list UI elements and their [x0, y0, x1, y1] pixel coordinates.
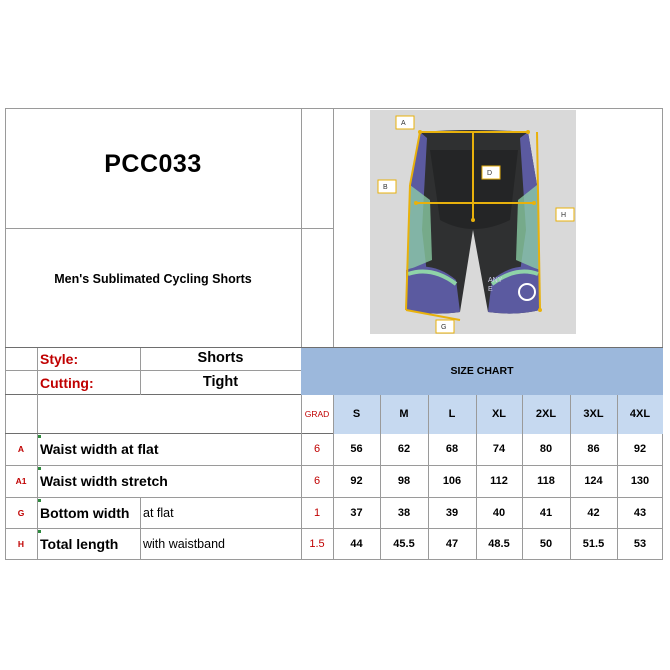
- size-value-s: 56: [350, 443, 363, 455]
- size-header-m: M: [380, 395, 428, 434]
- size-value-4xl: 53: [633, 538, 647, 550]
- size-value-4xl: 92: [633, 443, 647, 455]
- size-value-2xl: 50: [539, 538, 553, 550]
- size-value-m: 62: [397, 443, 411, 455]
- row-code: G: [17, 508, 25, 518]
- cell-marker: [38, 499, 41, 502]
- cell-marker: [38, 435, 41, 438]
- size-value-3xl: 86: [587, 443, 600, 455]
- svg-text:B: B: [383, 184, 388, 191]
- size-value-3xl: 51.5: [582, 538, 605, 550]
- size-value-s: 92: [350, 475, 363, 487]
- size-header-4xl: 4XL: [617, 395, 663, 434]
- row-grad: 1: [313, 507, 321, 519]
- svg-text:ANY: ANY: [488, 277, 503, 284]
- product-code: PCC033: [104, 150, 202, 178]
- style-value: Shorts: [197, 350, 244, 366]
- row-grad: 1.5: [309, 538, 325, 550]
- size-value-s: 44: [350, 538, 363, 550]
- row-note: with waistband: [143, 537, 225, 551]
- size-value-m: 98: [397, 475, 411, 487]
- shorts-illustration: [370, 110, 576, 334]
- svg-text:A: A: [401, 120, 406, 127]
- size-value-l: 47: [445, 538, 459, 550]
- size-value-2xl: 41: [539, 507, 553, 519]
- row-note: at flat: [143, 506, 174, 520]
- size-value-m: 38: [397, 507, 411, 519]
- size-header-l: L: [428, 395, 476, 434]
- size-value-l: 106: [442, 475, 462, 487]
- grad-header: GRAD: [304, 409, 330, 419]
- size-value-4xl: 130: [630, 475, 650, 487]
- row-name: Total length: [40, 536, 119, 552]
- cell-marker: [38, 530, 41, 533]
- size-chart-title: SIZE CHART: [301, 348, 663, 395]
- cell-marker: [38, 467, 41, 470]
- size-value-xl: 112: [490, 475, 508, 487]
- size-header-3xl: 3XL: [570, 395, 617, 434]
- svg-text:D: D: [487, 170, 493, 177]
- divider: [140, 498, 141, 560]
- svg-text:H: H: [561, 212, 567, 219]
- product-title: Men's Sublimated Cycling Shorts: [54, 272, 252, 286]
- size-value-s: 37: [350, 507, 363, 519]
- size-value-l: 39: [445, 507, 459, 519]
- row-name: Bottom width: [40, 505, 130, 521]
- size-value-4xl: 43: [633, 507, 647, 519]
- size-value-xl: 74: [492, 443, 506, 455]
- row-name: Waist width at flat: [40, 441, 159, 457]
- row-code: H: [17, 539, 25, 549]
- size-header-s: S: [333, 395, 380, 434]
- row-grad: 6: [313, 475, 321, 487]
- divider: [5, 394, 301, 395]
- svg-text:G: G: [441, 324, 447, 331]
- row-name: Waist width stretch: [40, 473, 168, 489]
- size-value-xl: 40: [492, 507, 506, 519]
- size-value-xl: 48.5: [488, 538, 510, 550]
- row-grad: 6: [313, 443, 321, 455]
- size-value-2xl: 118: [537, 475, 555, 487]
- size-value-3xl: 42: [587, 507, 600, 519]
- size-value-3xl: 124: [584, 475, 603, 487]
- size-header-2xl: 2XL: [522, 395, 570, 434]
- divider: [5, 228, 333, 229]
- size-value-l: 68: [445, 443, 459, 455]
- cutting-label: Cutting:: [40, 375, 94, 391]
- divider: [5, 370, 301, 371]
- row-code: A: [17, 444, 25, 454]
- row-code: A1: [15, 476, 27, 486]
- cutting-value: Tight: [202, 374, 239, 390]
- divider: [333, 108, 334, 348]
- svg-text:E: E: [488, 286, 493, 293]
- size-value-m: 45.5: [393, 538, 415, 550]
- style-label: Style:: [40, 351, 79, 367]
- size-value-2xl: 80: [539, 443, 553, 455]
- size-header-xl: XL: [476, 395, 522, 434]
- product-image: [370, 110, 576, 334]
